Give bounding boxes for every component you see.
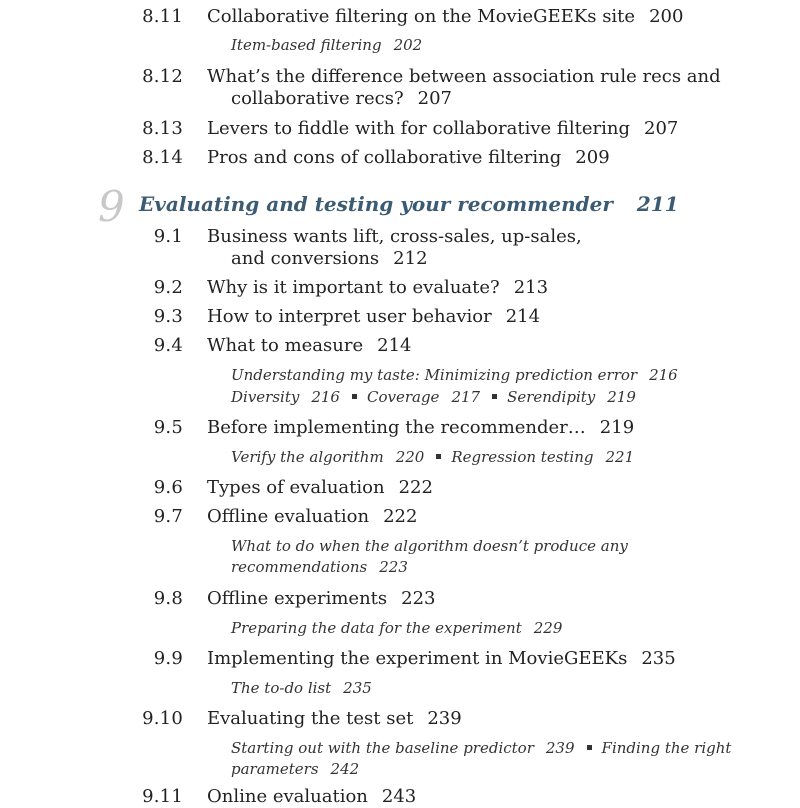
section-entry — [207, 648, 676, 670]
chapter-title: Evaluating and testing your recommender — [139, 192, 613, 216]
subsection-title: What to do when the algorithm doesn’t produce any — [231, 537, 628, 555]
section-entry — [207, 786, 416, 808]
section-number: 9.6 — [153, 477, 183, 498]
section-entry-continued — [231, 248, 428, 270]
section-page: 235 — [641, 648, 676, 669]
subsection-page: 219 — [607, 388, 636, 406]
subsection-entry — [231, 677, 372, 699]
section-entry — [207, 506, 417, 528]
subsection-page: 223 — [379, 558, 408, 576]
subsection-entry — [231, 535, 628, 557]
subsection-title: Coverage — [366, 388, 440, 406]
bullet-separator — [352, 394, 357, 399]
section-title: Offline evaluation — [207, 506, 370, 527]
subsection-title: Finding the right — [601, 739, 732, 757]
subsection-title: Regression testing — [451, 448, 594, 466]
section-title: Why is it important to evaluate? — [207, 277, 500, 298]
section-number: 9.2 — [153, 277, 183, 298]
section-title: Levers to fiddle with for collaborative filtering — [207, 118, 631, 139]
section-number: 9.4 — [153, 335, 183, 356]
section-entry — [207, 118, 678, 140]
subsection-entry-continued — [231, 556, 408, 578]
subsection-page: 229 — [533, 619, 563, 637]
section-entry — [207, 306, 540, 328]
subsection-title-continued: parameters — [231, 760, 319, 778]
section-title: Business wants lift, cross-sales, up-sales, — [207, 226, 582, 247]
section-number: 9.9 — [153, 648, 183, 669]
section-entry — [207, 588, 436, 610]
section-page: 213 — [513, 277, 549, 298]
section-page: 209 — [575, 147, 610, 168]
section-title: Offline experiments — [207, 588, 388, 609]
section-page: 222 — [398, 477, 433, 498]
section-entry — [207, 335, 411, 357]
section-entry — [207, 708, 462, 730]
subsection-title: Understanding my taste: Minimizing prediction error — [231, 366, 638, 384]
section-number: 8.12 — [142, 66, 183, 87]
subsection-entry — [231, 34, 422, 56]
section-page: 207 — [644, 118, 679, 139]
bullet-separator — [587, 745, 592, 750]
subsection-entry — [231, 446, 634, 468]
section-entry — [207, 66, 721, 88]
subsection-title: Preparing the data for the experiment — [231, 619, 522, 637]
section-title: Types of evaluation — [207, 477, 385, 498]
subsection-page: 235 — [343, 679, 372, 697]
section-page: 219 — [599, 417, 635, 438]
subsection-title: Verify the algorithm — [231, 448, 384, 466]
subsection-page: 216 — [649, 366, 678, 384]
subsection-page: 242 — [330, 760, 360, 778]
section-entry — [207, 226, 582, 248]
section-page: 223 — [401, 588, 436, 609]
subsection-title-continued: recommendations — [231, 558, 368, 576]
section-number: 9.7 — [153, 506, 183, 527]
subsection-page: 220 — [395, 448, 425, 466]
section-number: 9.5 — [153, 417, 183, 438]
subsection-entry — [231, 386, 636, 408]
subsection-page: 216 — [311, 388, 340, 406]
subsection-title: Item-based filtering — [231, 36, 382, 54]
section-number: 9.11 — [142, 786, 183, 807]
subsection-entry — [231, 364, 678, 386]
subsection-title: Diversity — [231, 388, 300, 406]
section-number: 9.8 — [153, 588, 183, 609]
section-entry — [207, 277, 548, 299]
section-title: Online evaluation — [207, 786, 368, 807]
section-entry — [207, 477, 433, 499]
bullet-separator — [436, 454, 441, 459]
section-title: Pros and cons of collaborative filtering — [207, 147, 562, 168]
section-title-continued: collaborative recs? — [231, 88, 404, 109]
section-page: 200 — [649, 6, 684, 27]
section-entry — [207, 417, 634, 439]
section-page: 214 — [377, 335, 412, 356]
section-entry — [207, 6, 683, 28]
section-number: 9.10 — [142, 708, 183, 729]
subsection-entry — [231, 617, 562, 639]
section-title: What to measure — [207, 335, 364, 356]
section-page: 222 — [383, 506, 418, 527]
section-page: 243 — [381, 786, 417, 807]
subsection-page: 202 — [393, 36, 423, 54]
section-page: 212 — [393, 248, 428, 269]
subsection-page: 221 — [605, 448, 635, 466]
section-page: 214 — [505, 306, 541, 327]
section-number: 8.11 — [142, 6, 183, 27]
chapter-page: 211 — [636, 192, 679, 216]
section-entry-continued — [231, 88, 452, 110]
section-title: How to interpret user behavior — [207, 306, 492, 327]
section-page: 239 — [427, 708, 462, 729]
section-title: Collaborative filtering on the MovieGEEKs site — [207, 6, 636, 27]
bullet-separator — [492, 394, 497, 399]
section-number: 8.14 — [142, 147, 183, 168]
section-page: 207 — [417, 88, 452, 109]
subsection-title: Starting out with the baseline predictor — [231, 739, 534, 757]
section-title: Evaluating the test set — [207, 708, 414, 729]
subsection-page: 239 — [545, 739, 575, 757]
section-number: 9.3 — [153, 306, 183, 327]
section-title: What’s the difference between association rule recs and — [207, 66, 721, 87]
subsection-page: 217 — [451, 388, 481, 406]
subsection-entry — [231, 737, 731, 759]
chapter-number: 9 — [98, 182, 125, 231]
chapter-heading — [139, 192, 679, 216]
subsection-entry-continued — [231, 758, 359, 780]
section-number: 9.1 — [153, 226, 183, 247]
subsection-title: Serendipity — [507, 388, 596, 406]
section-entry — [207, 147, 610, 169]
section-number: 8.13 — [142, 118, 183, 139]
subsection-title: The to-do list — [231, 679, 332, 697]
section-title-continued: and conversions — [231, 248, 380, 269]
section-title: Implementing the experiment in MovieGEEKs — [207, 648, 628, 669]
section-title: Before implementing the recommender… — [207, 417, 586, 438]
